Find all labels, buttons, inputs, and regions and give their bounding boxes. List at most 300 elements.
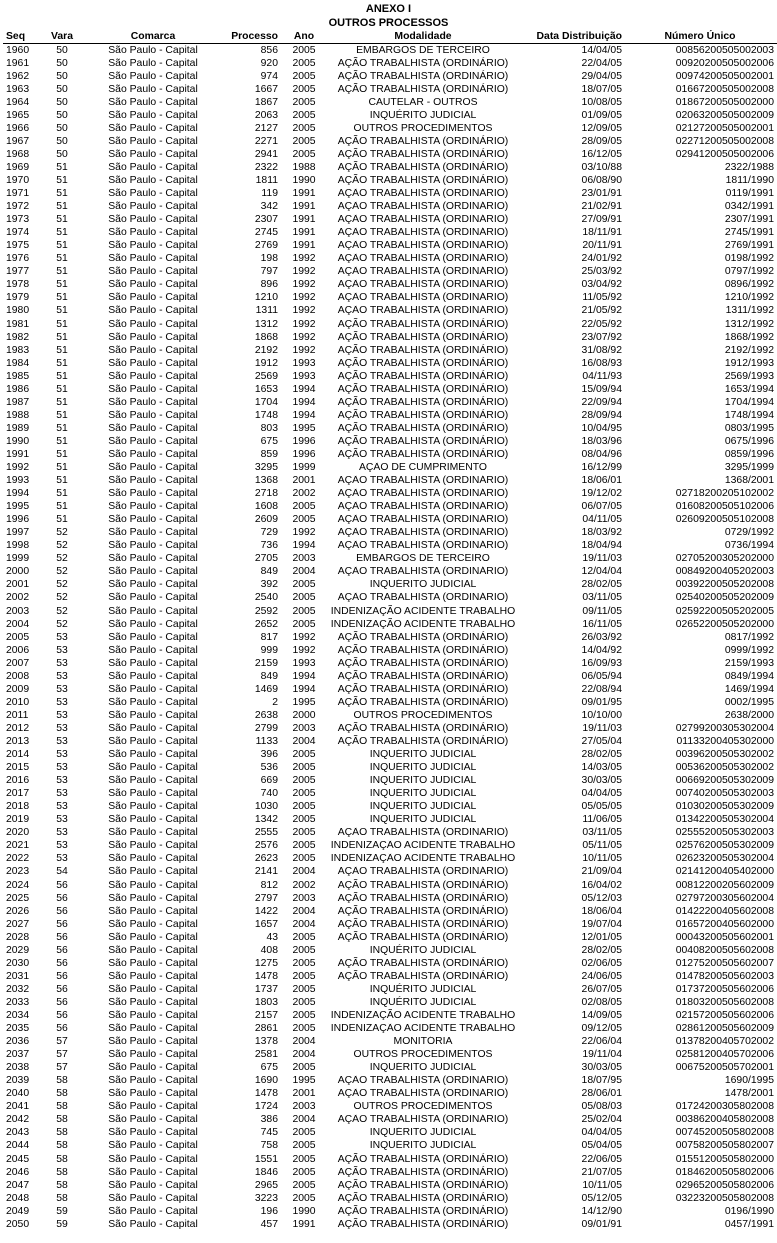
modalidade-cell: INQUÉRITO JUDICIAL xyxy=(369,801,477,813)
table-row xyxy=(3,1023,777,1036)
numero-unico-cell: 00392200505202008 xyxy=(675,579,774,591)
modalidade-cell: AÇÃO TRABALHISTA (ORDINÁRIO) xyxy=(337,879,509,891)
vara-cell: 52 xyxy=(56,553,68,565)
modalidade-cell: AÇÃO TRABALHISTA (ORDINÁRIO) xyxy=(337,1179,509,1191)
comarca-cell: São Paulo - Capital xyxy=(108,775,198,787)
seq-cell: 2029 xyxy=(6,944,30,956)
seq-cell: 1980 xyxy=(6,305,30,317)
data-distribuicao-cell: 28/06/01 xyxy=(581,1088,622,1100)
processo-cell: 1608 xyxy=(254,501,278,513)
vara-cell: 51 xyxy=(56,514,68,526)
modalidade-cell: INQUÉRITO JUDICIAL xyxy=(369,996,477,1008)
comarca-cell: São Paulo - Capital xyxy=(108,592,198,604)
ano-cell: 2004 xyxy=(292,736,316,747)
ano-cell: 2005 xyxy=(292,96,316,108)
vara-cell: 56 xyxy=(56,905,68,917)
table-row xyxy=(3,631,777,644)
numero-unico-cell: 00920200505002006 xyxy=(675,57,774,69)
table-row xyxy=(3,44,777,58)
processo-cell: 1368 xyxy=(254,475,278,487)
processo-cell: 396 xyxy=(260,749,278,761)
table-row xyxy=(3,840,777,853)
modalidade-cell: AÇÃO TRABALHISTA (ORDINÁRIO) xyxy=(337,357,509,369)
modalidade-cell: OUTROS PROCEDIMENTOS xyxy=(353,122,493,134)
comarca-cell: São Paulo - Capital xyxy=(108,1049,198,1061)
modalidade-cell: AÇÃO TRABALHISTA (ORDINÁRIO) xyxy=(337,918,509,930)
data-distribuicao-cell: 09/01/95 xyxy=(581,696,622,708)
vara-cell: 51 xyxy=(56,305,68,317)
data-distribuicao-cell: 06/07/05 xyxy=(581,501,622,513)
vara-cell: 52 xyxy=(56,618,68,630)
data-distribuicao-cell: 28/02/05 xyxy=(581,749,622,761)
vara-cell: 53 xyxy=(56,709,68,721)
data-distribuicao-cell: 03/04/92 xyxy=(581,279,622,291)
processo-cell: 797 xyxy=(260,266,278,278)
numero-unico-cell: 02965200505802006 xyxy=(675,1179,774,1191)
seq-cell: 1994 xyxy=(6,488,30,500)
table-row xyxy=(3,279,777,292)
seq-cell: 1982 xyxy=(6,331,30,343)
processo-cell: 1478 xyxy=(254,970,278,982)
numero-unico-cell: 00386200405802008 xyxy=(675,1114,774,1126)
modalidade-cell: AÇÃO TRABALHISTA (ORDINÁRIO) xyxy=(337,279,509,291)
processo-cell: 1737 xyxy=(254,983,278,995)
seq-cell: 2006 xyxy=(6,644,30,656)
vara-cell: 51 xyxy=(56,292,68,304)
table-row xyxy=(3,227,777,240)
data-distribuicao-cell: 14/03/05 xyxy=(581,762,622,774)
modalidade-cell: INDENIZAÇÃO ACIDENTE TRABALHO xyxy=(330,853,516,865)
processo-cell: 408 xyxy=(260,944,278,956)
process-table xyxy=(3,30,777,1231)
seq-cell: 2030 xyxy=(6,957,30,969)
ano-cell: 1992 xyxy=(292,305,316,317)
ano-cell: 1993 xyxy=(292,357,316,369)
document-subtitle: OUTROS PROCESSOS xyxy=(328,17,449,29)
processo-cell: 457 xyxy=(260,1218,278,1230)
vara-cell: 56 xyxy=(56,879,68,891)
numero-unico-cell: 0342/1991 xyxy=(724,201,774,213)
comarca-cell: São Paulo - Capital xyxy=(108,435,198,447)
numero-unico-cell: 00740200505302003 xyxy=(675,788,774,800)
processo-cell: 1811 xyxy=(255,174,278,186)
processo-cell: 1210 xyxy=(254,292,278,304)
vara-cell: 59 xyxy=(56,1218,68,1230)
data-distribuicao-cell: 28/09/94 xyxy=(581,409,622,421)
processo-cell: 1469 xyxy=(254,683,278,695)
comarca-cell: São Paulo - Capital xyxy=(108,631,198,643)
modalidade-cell: AÇÃO TRABALHISTA (ORDINÁRIO) xyxy=(337,448,509,460)
ano-cell: 2005 xyxy=(292,57,316,69)
processo-cell: 2769 xyxy=(254,240,278,252)
data-distribuicao-cell: 09/11/05 xyxy=(582,605,622,617)
vara-cell: 51 xyxy=(56,227,68,239)
ano-cell: 2004 xyxy=(292,918,316,930)
comarca-cell: São Paulo - Capital xyxy=(108,514,198,526)
vara-cell: 51 xyxy=(56,174,68,186)
data-distribuicao-cell: 05/12/03 xyxy=(581,892,622,904)
modalidade-cell: AÇÃO TRABALHISTA (ORDINÁRIO) xyxy=(337,1114,509,1126)
processo-cell: 2861 xyxy=(254,1023,278,1035)
ano-cell: 2005 xyxy=(292,957,316,969)
data-distribuicao-cell: 27/05/04 xyxy=(581,736,622,747)
ano-cell: 2005 xyxy=(292,618,316,630)
data-distribuicao-cell: 20/11/91 xyxy=(582,240,622,252)
table-row xyxy=(3,735,777,748)
vara-cell: 50 xyxy=(56,109,68,121)
numero-unico-cell: 0797/1992 xyxy=(724,266,774,278)
vara-cell: 50 xyxy=(56,135,68,147)
comarca-cell: São Paulo - Capital xyxy=(108,383,198,395)
data-distribuicao-cell: 30/03/05 xyxy=(581,1062,622,1074)
comarca-cell: São Paulo - Capital xyxy=(108,1218,198,1230)
table-row xyxy=(3,944,777,957)
vara-cell: 56 xyxy=(56,1009,68,1021)
comarca-cell: São Paulo - Capital xyxy=(108,1153,198,1165)
modalidade-cell: AÇÃO TRABALHISTA (ORDINÁRIO) xyxy=(337,1205,509,1217)
numero-unico-cell: 1312/1992 xyxy=(724,318,774,330)
processo-cell: 2718 xyxy=(254,488,278,500)
vara-cell: 51 xyxy=(56,318,68,330)
processo-cell: 675 xyxy=(260,1062,278,1074)
processo-cell: 849 xyxy=(260,566,278,578)
vara-cell: 51 xyxy=(56,331,68,343)
vara-cell: 56 xyxy=(56,918,68,930)
table-row xyxy=(3,709,777,722)
ano-cell: 2005 xyxy=(292,122,316,134)
ano-cell: 1996 xyxy=(292,448,316,460)
modalidade-cell: AÇÃO TRABALHISTA (ORDINÁRIO) xyxy=(337,475,509,487)
seq-cell: 2021 xyxy=(6,840,30,852)
vara-cell: 51 xyxy=(56,201,68,213)
numero-unico-cell: 2769/1991 xyxy=(724,240,774,252)
vara-cell: 52 xyxy=(56,605,68,617)
vara-cell: 51 xyxy=(56,488,68,500)
ano-cell: 2005 xyxy=(292,996,316,1008)
table-row xyxy=(3,214,777,227)
vara-cell: 58 xyxy=(56,1192,68,1204)
seq-cell: 1996 xyxy=(6,514,30,526)
ano-cell: 2003 xyxy=(292,1101,316,1113)
modalidade-cell: EMBARGOS DE TERCEIRO xyxy=(356,44,490,56)
modalidade-cell: AÇÃO TRABALHISTA (ORDINÁRIO) xyxy=(337,501,509,513)
comarca-cell: São Paulo - Capital xyxy=(108,853,198,865)
processo-cell: 817 xyxy=(260,631,278,643)
numero-unico-cell: 02127200505002001 xyxy=(675,122,774,134)
data-distribuicao-cell: 04/11/05 xyxy=(582,514,622,526)
vara-cell: 51 xyxy=(56,475,68,487)
modalidade-cell: AÇÃO TRABALHISTA (ORDINÁRIO) xyxy=(337,722,509,734)
numero-unico-cell: 01422200405602008 xyxy=(675,905,774,917)
ano-cell: 2005 xyxy=(292,1179,316,1191)
numero-unico-cell: 1469/1994 xyxy=(724,683,774,695)
table-row xyxy=(3,957,777,970)
table-row xyxy=(3,579,777,592)
processo-cell: 974 xyxy=(260,70,278,82)
ano-cell: 1995 xyxy=(292,1075,316,1087)
ano-cell: 2005 xyxy=(292,801,316,813)
ano-cell: 2004 xyxy=(292,1049,316,1061)
data-distribuicao-cell: 10/10/00 xyxy=(581,709,622,721)
processo-cell: 1704 xyxy=(254,396,278,408)
table-row xyxy=(3,657,777,670)
modalidade-cell: AÇÃO TRABALHISTA (ORDINÁRIO) xyxy=(337,240,509,252)
numero-unico-cell: 03223200505802008 xyxy=(675,1192,774,1204)
data-distribuicao-cell: 18/07/05 xyxy=(581,83,622,95)
comarca-cell: São Paulo - Capital xyxy=(108,840,198,852)
seq-cell: 2034 xyxy=(6,1009,30,1021)
numero-unico-cell: 0675/1996 xyxy=(724,435,774,447)
vara-cell: 53 xyxy=(56,827,68,839)
processo-cell: 1724 xyxy=(254,1101,278,1113)
data-distribuicao-cell: 04/11/93 xyxy=(582,370,622,382)
numero-unico-cell: 00758200505802007 xyxy=(675,1140,774,1152)
data-distribuicao-cell: 23/07/92 xyxy=(581,331,622,343)
numero-unico-cell: 01030200505302009 xyxy=(675,801,774,813)
ano-cell: 1991 xyxy=(292,227,316,239)
numero-unico-cell: 01667200505002008 xyxy=(675,83,774,95)
modalidade-cell: AÇÃO TRABALHISTA (ORDINÁRIO) xyxy=(337,683,509,695)
seq-cell: 1967 xyxy=(6,135,30,147)
comarca-cell: São Paulo - Capital xyxy=(108,996,198,1008)
comarca-cell: São Paulo - Capital xyxy=(108,318,198,330)
data-distribuicao-cell: 11/05/92 xyxy=(582,292,622,304)
modalidade-cell: AÇÃO TRABALHISTA (ORDINÁRIO) xyxy=(337,527,509,539)
vara-cell: 51 xyxy=(56,253,68,265)
table-row xyxy=(3,644,777,657)
table-row xyxy=(3,83,777,96)
processo-cell: 43 xyxy=(266,931,278,943)
data-distribuicao-cell: 24/06/05 xyxy=(581,970,622,982)
ano-cell: 1992 xyxy=(292,527,316,539)
ano-cell: 1992 xyxy=(292,253,316,265)
comarca-cell: São Paulo - Capital xyxy=(108,1166,198,1178)
processo-cell: 1667 xyxy=(254,83,278,95)
data-distribuicao-cell: 18/04/94 xyxy=(581,540,622,552)
ano-cell: 2003 xyxy=(292,722,316,734)
ano-cell: 2002 xyxy=(292,488,316,500)
seq-cell: 2005 xyxy=(6,631,30,643)
vara-cell: 53 xyxy=(56,801,68,813)
modalidade-cell: AÇÃO TRABALHISTA (ORDINÁRIO) xyxy=(337,318,509,330)
comarca-cell: São Paulo - Capital xyxy=(108,227,198,239)
modalidade-cell: AÇÃO TRABALHISTA (ORDINÁRIO) xyxy=(337,266,509,278)
numero-unico-cell: 02718200205102002 xyxy=(675,488,774,500)
comarca-cell: São Paulo - Capital xyxy=(108,736,198,747)
seq-cell: 2037 xyxy=(6,1049,30,1061)
comarca-cell: São Paulo - Capital xyxy=(108,44,198,56)
ano-cell: 2005 xyxy=(292,1127,316,1139)
comarca-cell: São Paulo - Capital xyxy=(108,214,198,226)
data-distribuicao-cell: 18/07/95 xyxy=(581,1075,622,1087)
numero-unico-cell: 00675200505702001 xyxy=(675,1062,774,1074)
seq-cell: 2027 xyxy=(6,918,30,930)
comarca-cell: São Paulo - Capital xyxy=(108,253,198,265)
seq-cell: 2002 xyxy=(6,592,30,604)
ano-cell: 1992 xyxy=(292,318,316,330)
numero-unico-cell: 0859/1996 xyxy=(724,448,774,460)
processo-cell: 856 xyxy=(260,44,278,56)
comarca-cell: São Paulo - Capital xyxy=(108,422,198,434)
seq-cell: 2028 xyxy=(6,931,30,943)
vara-cell: 56 xyxy=(56,983,68,995)
seq-cell: 1999 xyxy=(6,553,30,565)
comarca-cell: São Paulo - Capital xyxy=(108,918,198,930)
processo-cell: 2569 xyxy=(254,370,278,382)
ano-cell: 2004 xyxy=(292,1036,316,1048)
processo-cell: 2581 xyxy=(254,1049,278,1061)
comarca-cell: São Paulo - Capital xyxy=(108,605,198,617)
numero-unico-cell: 02609200505102008 xyxy=(675,514,774,526)
vara-cell: 56 xyxy=(56,957,68,969)
seq-cell: 1995 xyxy=(6,501,30,513)
comarca-cell: São Paulo - Capital xyxy=(108,370,198,382)
data-distribuicao-cell: 05/08/03 xyxy=(581,1101,622,1113)
comarca-cell: São Paulo - Capital xyxy=(108,1127,198,1139)
ano-cell: 1992 xyxy=(292,331,316,343)
data-distribuicao-cell: 05/12/05 xyxy=(581,1192,622,1204)
data-distribuicao-cell: 30/03/05 xyxy=(581,775,622,787)
processo-cell: 119 xyxy=(261,188,278,200)
seq-cell: 2046 xyxy=(6,1166,30,1178)
numero-unico-cell: 00849200405202003 xyxy=(675,566,774,578)
table-row xyxy=(3,1153,777,1166)
table-row xyxy=(3,305,777,318)
seq-cell: 1977 xyxy=(6,266,30,278)
comarca-cell: São Paulo - Capital xyxy=(108,566,198,578)
data-distribuicao-cell: 05/05/05 xyxy=(581,801,622,813)
numero-unico-cell: 00856200505002003 xyxy=(675,44,774,56)
modalidade-cell: AÇÃO TRABALHISTA (ORDINÁRIO) xyxy=(337,892,509,904)
numero-unico-cell: 1912/1993 xyxy=(724,357,774,369)
vara-cell: 53 xyxy=(56,644,68,656)
vara-cell: 56 xyxy=(56,1023,68,1035)
table-row xyxy=(3,109,777,122)
data-distribuicao-cell: 19/12/02 xyxy=(581,488,622,500)
comarca-cell: São Paulo - Capital xyxy=(108,161,198,173)
seq-cell: 2040 xyxy=(6,1088,30,1100)
data-distribuicao-cell: 26/07/05 xyxy=(581,983,622,995)
column-header-data-distribuicao: Data Distribuição xyxy=(518,30,626,44)
modalidade-cell: AÇÃO TRABALHISTA (ORDINÁRIO) xyxy=(337,905,509,917)
seq-cell: 2001 xyxy=(6,579,30,591)
numero-unico-cell: 01867200505002000 xyxy=(675,96,774,108)
table-row xyxy=(3,462,777,475)
table-row xyxy=(3,240,777,253)
vara-cell: 53 xyxy=(56,749,68,761)
seq-cell: 1981 xyxy=(6,318,30,330)
modalidade-cell: AÇÃO TRABALHISTA (ORDINÁRIO) xyxy=(337,161,509,173)
table-row xyxy=(3,1192,777,1205)
data-distribuicao-cell: 29/04/05 xyxy=(581,70,622,82)
table-row xyxy=(3,683,777,696)
seq-cell: 2014 xyxy=(6,749,30,761)
vara-cell: 51 xyxy=(56,462,68,474)
numero-unico-cell: 1368/2001 xyxy=(724,475,774,487)
table-row xyxy=(3,1114,777,1127)
numero-unico-cell: 1704/1994 xyxy=(724,396,774,408)
vara-cell: 56 xyxy=(56,931,68,943)
vara-cell: 51 xyxy=(56,448,68,460)
processo-cell: 812 xyxy=(260,879,278,891)
table-row xyxy=(3,905,777,918)
comarca-cell: São Paulo - Capital xyxy=(108,957,198,969)
table-row xyxy=(3,96,777,109)
comarca-cell: São Paulo - Capital xyxy=(108,96,198,108)
data-distribuicao-cell: 10/11/05 xyxy=(582,1179,622,1191)
processo-cell: 2063 xyxy=(254,109,278,121)
ano-cell: 1991 xyxy=(292,188,316,200)
ano-cell: 1992 xyxy=(292,292,316,304)
seq-cell: 2012 xyxy=(6,722,30,734)
processo-cell: 1803 xyxy=(254,996,278,1008)
data-distribuicao-cell: 28/02/05 xyxy=(581,944,622,956)
numero-unico-cell: 00408200505602008 xyxy=(675,944,774,956)
seq-cell: 1971 xyxy=(6,188,30,200)
seq-cell: 2009 xyxy=(6,683,30,695)
seq-cell: 1966 xyxy=(6,122,30,134)
numero-unico-cell: 00974200505002001 xyxy=(675,70,774,82)
processo-cell: 2745 xyxy=(254,227,278,239)
modalidade-cell: INQUÉRITO JUDICIAL xyxy=(369,775,477,787)
vara-cell: 51 xyxy=(56,501,68,513)
table-row xyxy=(3,1049,777,1062)
comarca-cell: São Paulo - Capital xyxy=(108,305,198,317)
numero-unico-cell: 02941200505002006 xyxy=(675,148,774,160)
table-row xyxy=(3,918,777,931)
vara-cell: 50 xyxy=(56,44,68,56)
data-distribuicao-cell: 10/11/05 xyxy=(582,853,622,865)
comarca-cell: São Paulo - Capital xyxy=(108,788,198,800)
data-distribuicao-cell: 25/03/92 xyxy=(581,266,622,278)
processo-cell: 1868 xyxy=(254,331,278,343)
modalidade-cell: INDENIZAÇÃO ACIDENTE TRABALHO xyxy=(330,1023,516,1035)
seq-cell: 2032 xyxy=(6,983,30,995)
comarca-cell: São Paulo - Capital xyxy=(108,762,198,774)
modalidade-cell: AÇÃO TRABALHISTA (ORDINÁRIO) xyxy=(337,383,509,395)
ano-cell: 2005 xyxy=(292,579,316,591)
vara-cell: 51 xyxy=(56,435,68,447)
modalidade-cell: AÇÃO TRABALHISTA (ORDINÁRIO) xyxy=(337,201,509,213)
processo-cell: 342 xyxy=(260,201,278,213)
document-title: ANEXO I xyxy=(365,3,412,15)
vara-cell: 53 xyxy=(56,670,68,682)
comarca-cell: São Paulo - Capital xyxy=(108,683,198,695)
data-distribuicao-cell: 02/06/05 xyxy=(581,957,622,969)
ano-cell: 1992 xyxy=(292,266,316,278)
vara-cell: 53 xyxy=(56,736,68,747)
modalidade-cell: INQUÉRITO JUDICIAL xyxy=(369,944,477,956)
vara-cell: 52 xyxy=(56,579,68,591)
modalidade-cell: AÇÃO TRABALHISTA (ORDINÁRIO) xyxy=(337,736,509,747)
comarca-cell: São Paulo - Capital xyxy=(108,1140,198,1152)
processo-cell: 1867 xyxy=(254,96,278,108)
modalidade-cell: AÇÃO TRABALHISTA (ORDINÁRIO) xyxy=(337,253,509,265)
seq-cell: 2010 xyxy=(6,696,30,708)
seq-cell: 1987 xyxy=(6,396,30,408)
processo-cell: 729 xyxy=(260,527,278,539)
seq-cell: 2042 xyxy=(6,1114,30,1126)
comarca-cell: São Paulo - Capital xyxy=(108,462,198,474)
data-distribuicao-cell: 09/01/91 xyxy=(581,1218,622,1230)
processo-cell: 1690 xyxy=(254,1075,278,1087)
table-row xyxy=(3,931,777,944)
seq-cell: 2008 xyxy=(6,670,30,682)
modalidade-cell: AÇÃO TRABALHISTA (ORDINÁRIO) xyxy=(337,514,509,526)
table-row xyxy=(3,370,777,383)
processo-cell: 2322 xyxy=(254,161,278,173)
table-row xyxy=(3,775,777,788)
